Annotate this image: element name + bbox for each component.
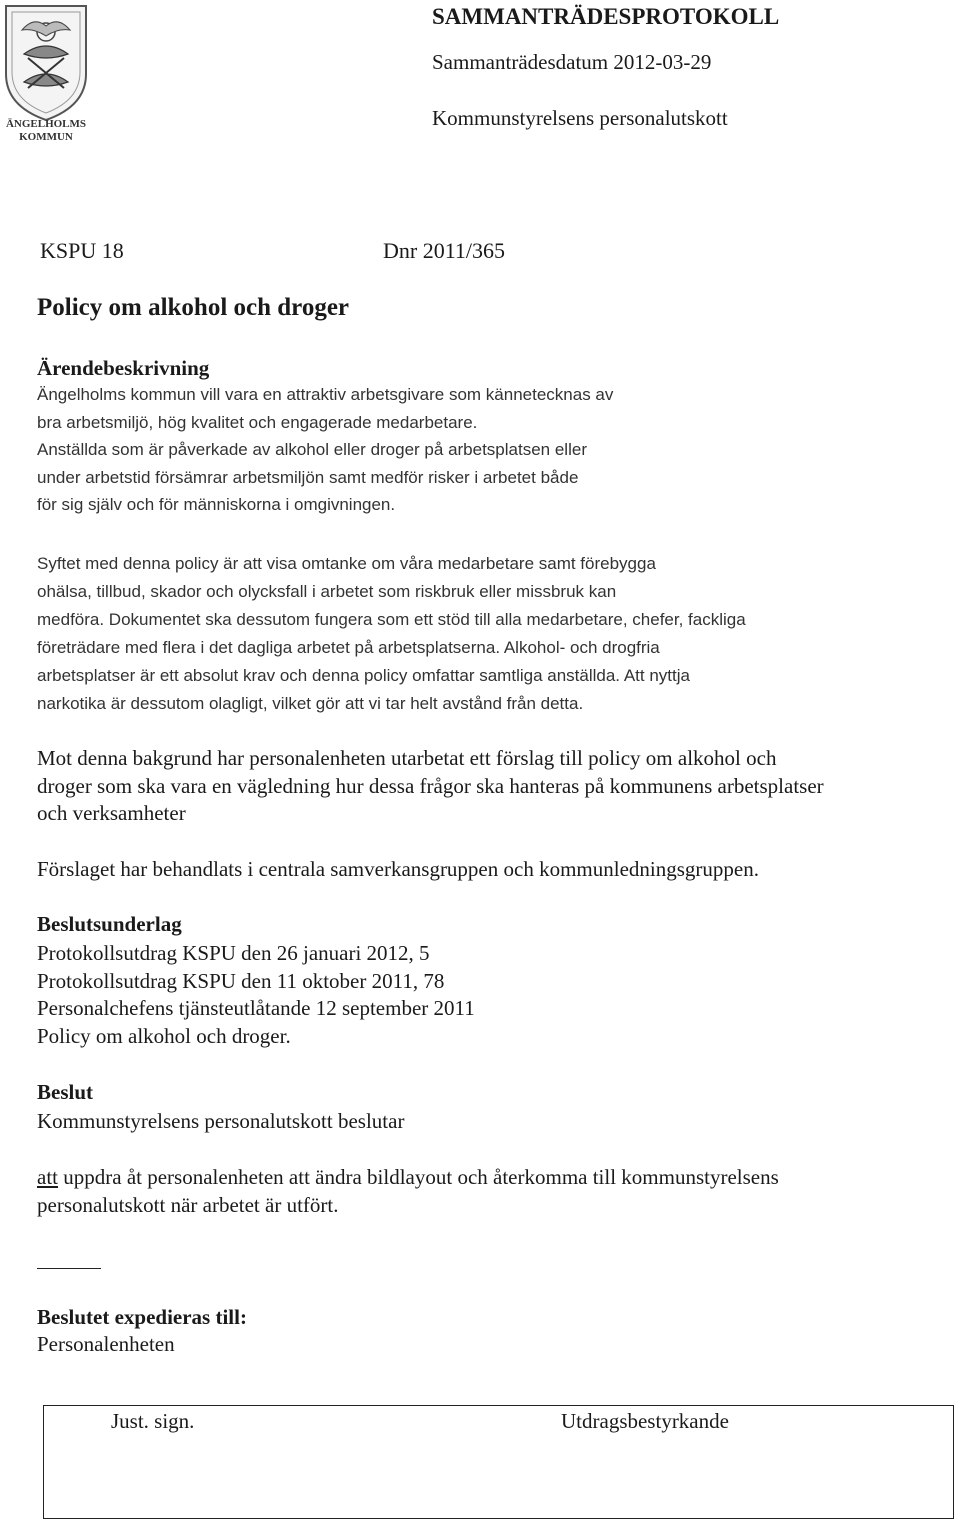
decision-text: uppdra åt personalenheten att ändra bildlayout och återkomma till kommunstyrelsens — [58, 1165, 779, 1189]
text-line: för sig själv och för människorna i omgivningen. — [37, 495, 396, 514]
text-line: och verksamheter — [37, 801, 186, 826]
protocol-title: SAMMANTRÄDESPROTOKOLL — [432, 4, 780, 29]
text-line: Mot denna bakgrund har personalenheten utarbetat ett förslag till policy om alkohol och — [37, 746, 777, 770]
coat-of-arms-icon — [0, 2, 92, 144]
meeting-date: Sammanträdesdatum 2012-03-29 — [432, 50, 712, 74]
recipient: Personalenheten — [37, 1332, 175, 1356]
utdragsbestyrkande-label: Utdragsbestyrkande — [561, 1409, 729, 1433]
bakgrund-paragraph — [37, 745, 942, 828]
text-line: droger som ska vara en vägledning hur dessa frågor ska hanteras på kommunens arbetsplatser — [37, 773, 824, 798]
section-heading-expedieras: Beslutet expedieras till: — [37, 1305, 247, 1329]
beslutsunderlag-list — [37, 940, 942, 1050]
list-item: Protokollsutdrag KSPU den 26 januari 2012, 5 — [37, 941, 430, 965]
text-line: Syftet med denna policy är att visa omtanke om våra medarbetare samt förebygga — [37, 554, 656, 573]
decision-line — [37, 1164, 942, 1192]
syfte-paragraph — [37, 550, 942, 717]
text-line: företrädare med flera i det dagliga arbetet på arbetsplatserna. Alkohol- och drogfria — [37, 637, 660, 657]
municipality-logo — [0, 2, 92, 144]
section-heading-beslut: Beslut — [37, 1080, 94, 1104]
beslut-decision — [37, 1164, 942, 1219]
decision-line: personalutskott när arbetet är utfört. — [37, 1192, 339, 1217]
svg-text:ÄNGELHOLMS: ÄNGELHOLMS — [5, 118, 87, 130]
text-line: medföra. Dokumentet ska dessutom fungera som ett stöd till alla medarbetare, chefer, fackliga — [37, 609, 746, 629]
text-line: narkotika är dessutom olagligt, vilket gör att vi tar helt avstånd från detta. — [37, 693, 584, 713]
text-line: bra arbetsmiljö, hög kvalitet och engagerade medarbetare. — [37, 412, 478, 432]
just-sign-label: Just. sign. — [111, 1409, 195, 1433]
forslaget-paragraph: Förslaget har behandlats i centrala samverkansgruppen och kommunledningsgruppen. — [37, 857, 759, 881]
text-line: ohälsa, tillbud, skador och olycksfall i arbetet som riskbruk eller missbruk kan — [37, 581, 617, 601]
paragraph-reference: KSPU 18 — [40, 238, 124, 263]
att-word: att — [37, 1165, 58, 1189]
list-item: Policy om alkohol och droger. — [37, 1023, 291, 1048]
section-heading-beslutsunderlag: Beslutsunderlag — [37, 912, 182, 936]
beslut-body: Kommunstyrelsens personalutskott beslutar — [37, 1109, 405, 1133]
page-title: Policy om alkohol och droger — [37, 294, 350, 321]
text-line: Ängelholms kommun vill vara en attraktiv arbetsgivare som kännetecknas av — [37, 385, 614, 404]
text-line: Anställda som är påverkade av alkohol eller droger på arbetsplatsen eller — [37, 440, 587, 459]
svg-text:KOMMUN: KOMMUN — [19, 131, 73, 143]
short-divider — [37, 1268, 101, 1269]
arendebeskrivning-text — [37, 381, 942, 519]
text-line: arbetsplatser är ett absolut krav och denna policy omfattar samtliga anställda. Att nyttja — [37, 665, 690, 685]
text-line: under arbetstid försämrar arbetsmiljön samt medför risker i arbetet både — [37, 467, 579, 487]
list-item: Personalchefens tjänsteutlåtande 12 september 2011 — [37, 996, 475, 1021]
diary-number: Dnr 2011/365 — [383, 238, 506, 263]
list-item: Protokollsutdrag KSPU den 11 oktober 2011, 78 — [37, 968, 445, 993]
committee-name: Kommunstyrelsens personalutskott — [432, 106, 728, 130]
section-heading-arendebeskrivning: Ärendebeskrivning — [37, 356, 210, 380]
